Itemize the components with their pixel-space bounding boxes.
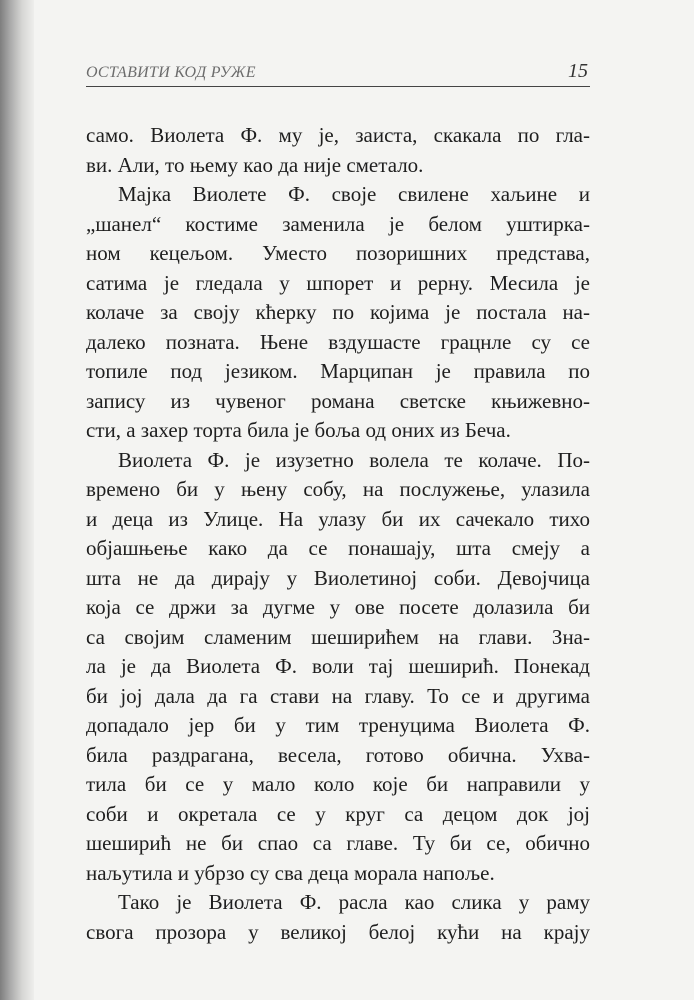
text-line: само. Виолета Ф. му је, заиста, скакала по гла- [86, 123, 590, 147]
body-text [86, 121, 590, 947]
text-line: објашњење како да се понашају, шта смеју а [86, 536, 590, 560]
text-line: ви. Али, то њему као да није сметало. [86, 152, 424, 177]
text-line: колаче за своју кћерку по којима је постала на- [86, 300, 590, 324]
text-line: сатима је гледала у шпорет и рерну. Месила је [86, 270, 590, 295]
page-number: 15 [568, 60, 588, 82]
text-line: Виолета Ф. је изузетно волела те колаче. По- [118, 447, 590, 472]
text-line: свога прозора у великој белој кући на крају [86, 919, 590, 944]
text-line: ла је да Виолета Ф. воли тај шеширић. Понекад [86, 654, 590, 678]
text-line: шеширић не би спао са главе. Ту би се, обично [86, 831, 590, 855]
text-line: била раздрагана, весела, готово обична. Ухва- [86, 742, 590, 767]
page-header [86, 55, 590, 87]
text-line: соби и окретала се у круг са децом док јој [86, 801, 590, 826]
text-line: допадало јер би у тим тренуцима Виолета Ф. [86, 713, 590, 737]
book-binding-shadow [0, 0, 34, 1000]
text-line: топиле под језиком. Марципан је правила по [86, 359, 590, 383]
book-page [86, 55, 590, 955]
text-line: запису из чувеног романа светске књижевно- [86, 388, 590, 413]
text-line: Тако је Виолета Ф. расла као слика у раму [118, 890, 590, 914]
text-line: шта не да дирају у Виолетиној соби. Девојчица [86, 565, 590, 590]
text-line: тила би се у мало коло које би направили у [86, 772, 590, 796]
text-line: „шанел“ костиме заменила је белом уштирка- [86, 211, 590, 236]
text-line: наљутила и убрзо су сва деца морала напоље. [86, 860, 495, 885]
text-line: би јој дала да га стави на главу. То се и другима [86, 683, 590, 708]
text-line: која се држи за дугме у ове посете долазила би [86, 595, 590, 619]
running-title: ОСТАВИТИ КОД РУЖЕ [86, 64, 256, 81]
text-line: времено би у њену собу, на послужење, улазила [86, 477, 590, 501]
text-line: далеко позната. Њене вздушасте грацнле су се [86, 329, 590, 354]
text-line: и деца из Улице. На улазу би их сачекало тихо [86, 506, 590, 531]
text-line: Мајка Виолете Ф. своје свилене хаљине и [118, 182, 590, 206]
text-line: са својим сламеним шеширићем на глави. Зна- [86, 624, 590, 649]
text-line: ном кецељом. Уместо позоришних представа, [86, 241, 590, 265]
text-line: сти, а захер торта била је боља од оних из Беча. [86, 418, 511, 442]
